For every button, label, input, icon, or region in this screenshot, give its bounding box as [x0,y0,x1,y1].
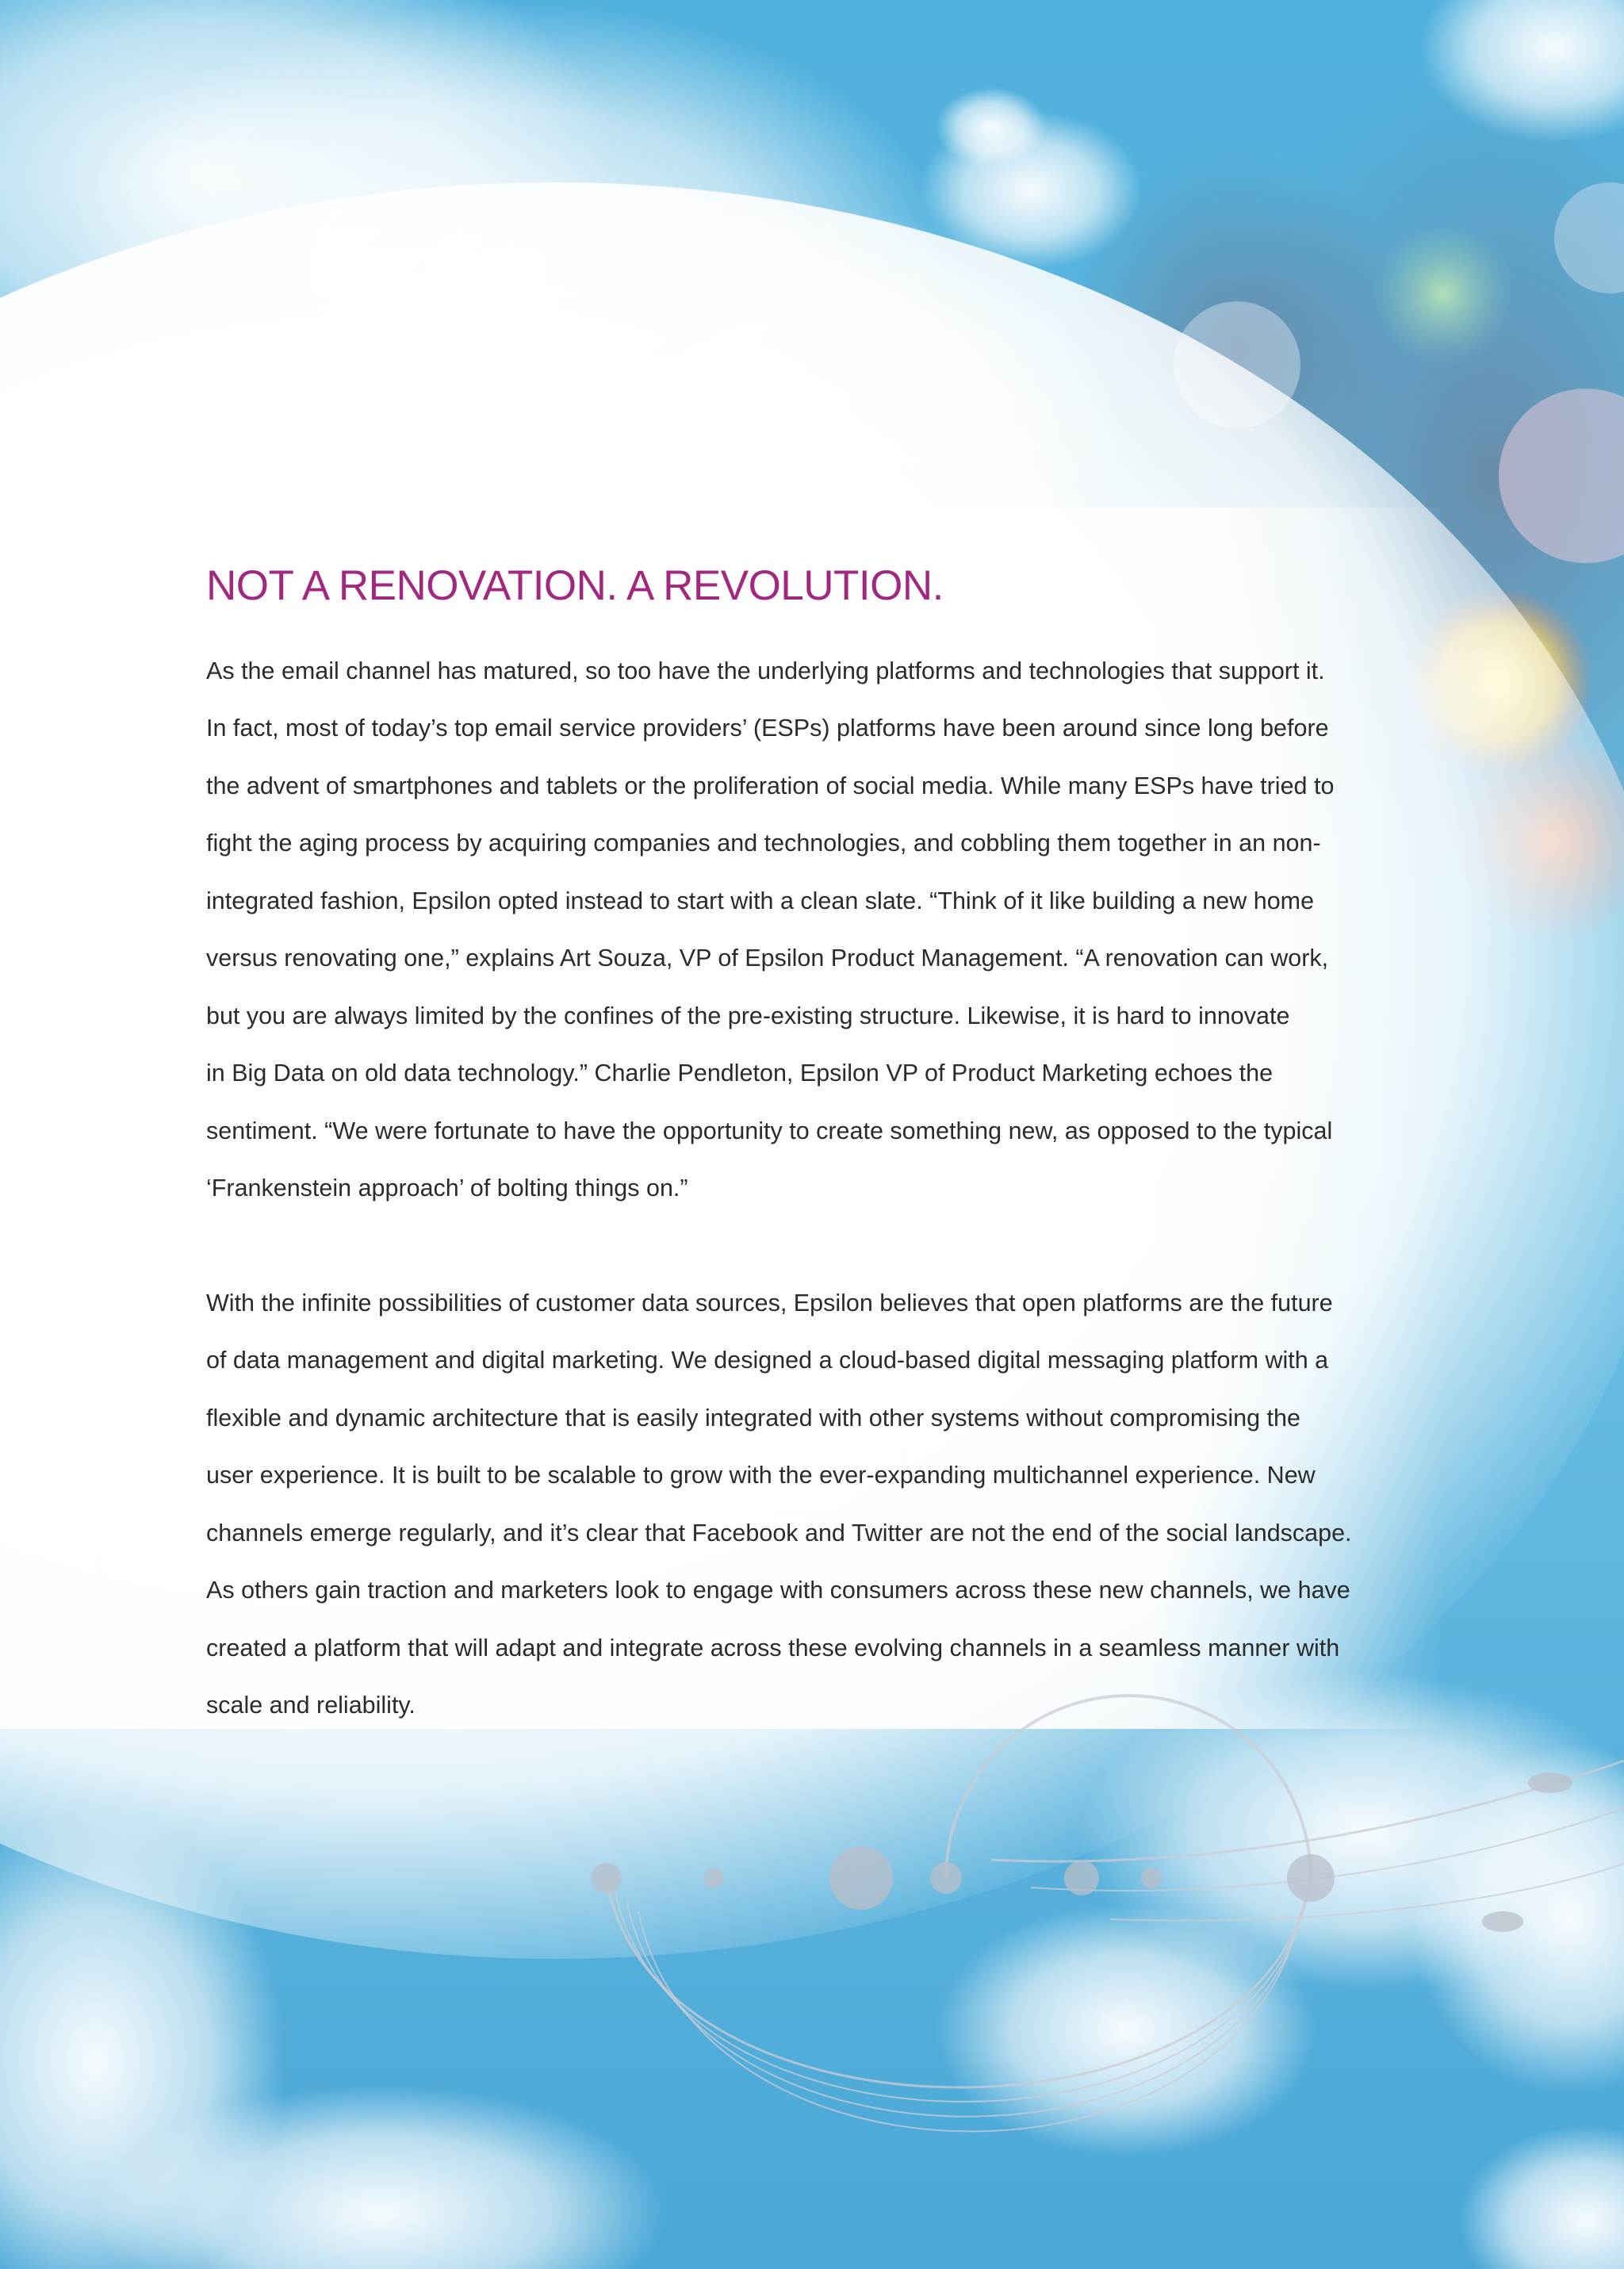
text-line: integrated fashion, Epsilon opted instead to start with a clean slate. “Think of it like building a new home [206,887,1315,914]
text-line: channels emerge regularly, and it’s clear that Facebook and Twitter are not the end of the social landscape. [206,1519,1352,1547]
text-line: ‘Frankenstein approach’ of bolting things on.” [206,1175,688,1202]
text-line: scale and reliability. [206,1692,416,1719]
text-line: As the email channel has matured, so too have the underlying platforms and technologies that support it. [206,657,1325,684]
text-line: With the infinite possibilities of customer data sources, Epsilon believes that open platforms are the future [206,1289,1333,1317]
text-line: versus renovating one,” explains Art Souza, VP of Epsilon Product Management. “A renovation can work, [206,945,1329,972]
text-line: As others gain traction and marketers look to engage with consumers across these new channels, we have [206,1577,1350,1604]
text-line: user experience. It is built to be scalable to grow with the ever-expanding multichannel experience. New [206,1462,1316,1489]
text-line: but you are always limited by the confines of the pre-existing structure. Likewise, it is hard to innovate [206,1002,1290,1029]
text-line: in Big Data on old data technology.” Charlie Pendleton, Epsilon VP of Product Marketing echoes the [206,1060,1274,1087]
paragraph-1 [206,642,1427,1217]
text-line: created a platform that will adapt and integrate across these evolving channels in a seamless manner with [206,1634,1340,1662]
text-line: of data management and digital marketing. We designed a cloud-based digital messaging platform with a [206,1347,1329,1374]
text-line: flexible and dynamic architecture that is easily integrated with other systems without compromising the [206,1404,1300,1432]
article-body [206,559,1427,1734]
text-line: In fact, most of today’s top email service providers’ (ESPs) platforms have been around since long before [206,715,1329,742]
text-line: fight the aging process by acquiring companies and technologies, and cobbling them together in an non- [206,830,1321,857]
text-line: sentiment. “We were fortunate to have the opportunity to create something new, as opposed to the typical [206,1117,1333,1144]
text-line: the advent of smartphones and tablets or the proliferation of social media. While many ESPs have tried to [206,772,1335,799]
page-title: NOT A RENOVATION. A REVOLUTION. [206,562,944,609]
paragraph-2 [206,1274,1427,1734]
paragraph-spacer [206,1217,1427,1274]
